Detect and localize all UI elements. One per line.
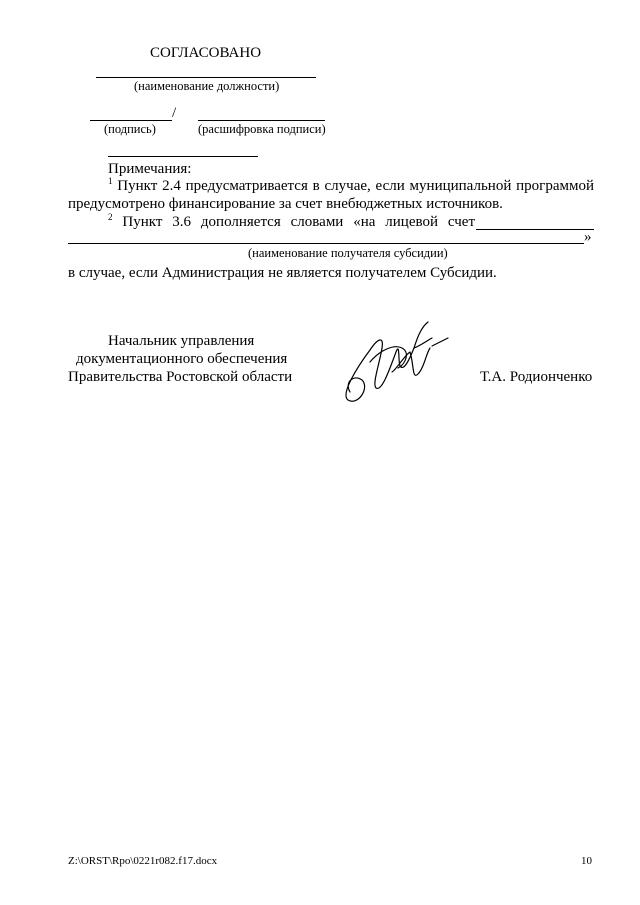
- notes-separator: [108, 156, 258, 157]
- decode-caption: (расшифровка подписи): [198, 122, 326, 136]
- signature-line: [90, 120, 172, 121]
- page-number: 10: [581, 855, 592, 867]
- signer-title-line1: Начальник управления: [108, 333, 255, 349]
- note2-line1: [68, 213, 475, 231]
- decode-line: [198, 120, 325, 121]
- signature-slash: /: [172, 105, 177, 121]
- note1-line2: предусмотрено финансирование за счет внебюджетных источников.: [68, 196, 503, 212]
- signer-name: Т.А. Родионченко: [480, 369, 593, 385]
- note2-close-quote: »: [584, 229, 592, 245]
- signature-caption: (подпись): [104, 122, 156, 136]
- note2-line3: в случае, если Администрация не является получателем Субсидии.: [68, 265, 497, 281]
- handwritten-signature: [340, 318, 452, 410]
- signer-title-line2: документационного обеспечения: [76, 351, 288, 367]
- file-path: Z:\ORST\Rpo\0221r082.f17.docx: [68, 855, 218, 867]
- account-line: [476, 229, 594, 230]
- signer-title-line3: Правительства Ростовской области: [68, 369, 293, 385]
- position-caption: (наименование должности): [134, 79, 280, 93]
- note1-text: Пункт 2.4 предусматривается в случае, если муниципальной программой: [117, 178, 594, 194]
- approval-title: СОГЛАСОВАНО: [150, 45, 262, 61]
- note1-mark: 1: [108, 176, 113, 186]
- note1-line1: [68, 177, 594, 195]
- note2-text: Пункт 3.6 дополняется словами «на лицевой счет: [122, 214, 475, 230]
- recipient-line: [68, 243, 584, 244]
- position-line: [96, 77, 316, 78]
- recipient-caption: (наименование получателя субсидии): [248, 246, 448, 260]
- notes-heading: Примечания:: [108, 161, 192, 177]
- note2-mark: 2: [108, 212, 113, 222]
